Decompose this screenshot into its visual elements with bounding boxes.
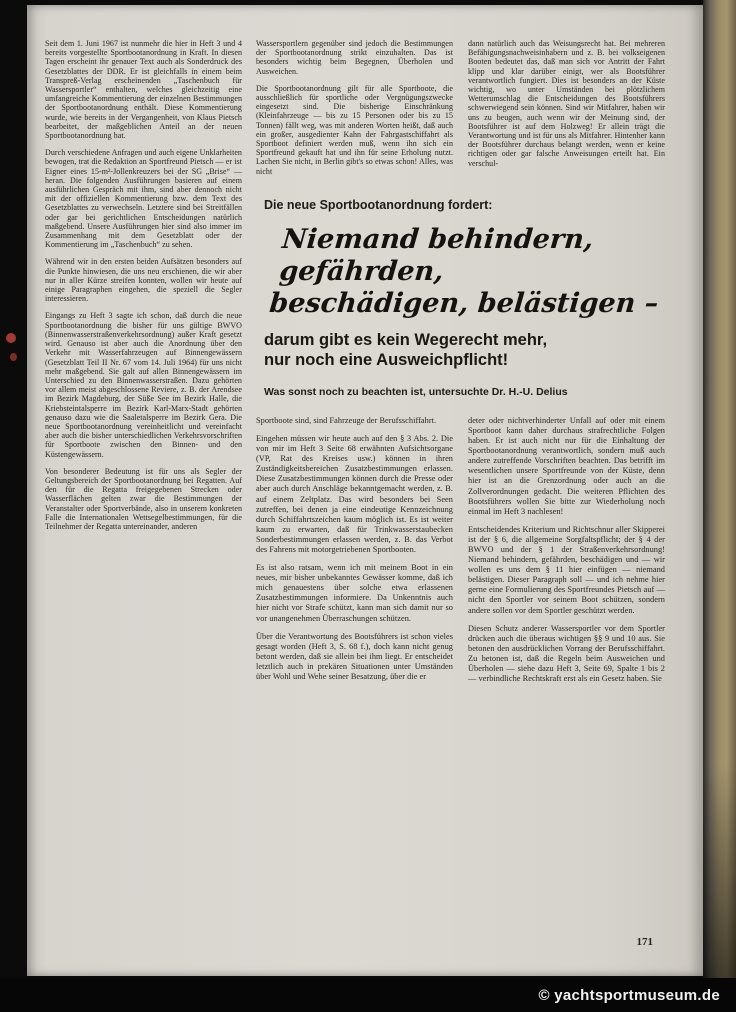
byline: Was sonst noch zu beachten ist, untersuchte Dr. H.-U. Delius [264, 385, 568, 398]
paragraph: dann natürlich auch das Weisungsrecht hat. Bei mehreren Befähigungsnachweisinhabern und z. B. bei volkseigenen Booten bedeutet das, daß man sich vor Antritt der Fahrt klipp und klar darüber einigt, wer als Bootsführer verantwortlich fungiert. Dies ist besonders an der Küste wichtig, wo unter Umständen bei plötzlichem Wetterumschlag die Entscheidungen des Bootsführers schwerwiegend sein können. Sind wir Mitfahrer, haben wir uns zu beugen, auch wenn wir der Meinung sind, der Bootsführer ist auf dem Holzweg! Er allein trägt die Verantwortung und ist für uns als Mitfahrer. Hintenher kann der Bootsführer durchaus belangt werden, wenn er keine richtigen oder gar falsche Anweisungen erteilt hat. Ein verschul- [468, 39, 665, 168]
book-page-edge [703, 0, 736, 978]
paragraph: Wassersportlern gegenüber sind jedoch die Bestimmungen der Sportbootanordnung strikt einzuhalten. Das ist besonders wichtig beim Begegnen, Überholen und Ausweichen. [256, 39, 453, 76]
paragraph: Seit dem 1. Juni 1967 ist nunmehr die hier in Heft 3 und 4 bereits vorgestellte Sportbootanordnung in Kraft. In diesen Tagen erscheint ihr genauer Text auch als Sonderdruck des Gesetzblattes der DDR. Er ist gleichfalls in einem beim Transpreß-Verlag erscheinenden „Taschenbuch für Wassersportler“ enthalten, welches gleichzeitig eine umfangreiche Kommentierung der einzelnen Bestimmungen der Sportbootanordnung enthält. Diese Kommentierung wurde, wie bereits in der Vergangenheit, von Klaus Pietsch bearbeitet, der maßgeblichen Anteil an der neuen Sportbootanordnung hat. [45, 39, 242, 141]
paper-sheet [27, 5, 703, 976]
headline-statement [264, 330, 665, 370]
middle-column-bottom [256, 416, 453, 692]
watermark-text: © yachtsportmuseum.de [538, 986, 720, 1004]
paragraph: Entscheidendes Kriterium und Richtschnur aller Skipperei ist der § 6, die allgemeine Sorgfaltspflicht; der § 4 der BWVO und der § 1 der Straßenverkehrsordnung! Niemand behindern, gefährden, beschädigen und — wir wollen es uns dem § 11 hier einfügen — niemand belästigen. Dieser Paragraph soll — und ich nehme hier gerne eine Formulierung des Sportfreundes Pietsch auf — nicht den Sportler vor seinem Boot schützen, sondern andere sollen vor dem Sportler geschützt werden. [468, 524, 665, 615]
paragraph: Eingangs zu Heft 3 sagte ich schon, daß durch die neue Sportbootanordnung die bisher für uns gültige BWVO (Binnenwasserstraßenverkehrsordnung) außer Kraft gesetzt wird. Genauso ist aber auch die Anordnung über den Verkehr mit Wasserfahrzeugen auf Binnengewässern (Gesetzblatt Teil II Nr. 67 vom 14. Juli 1964) für uns nicht mehr maßgebend. Sie galt auf allen Binnengewässern im Unterschied zu den Binnenwasserstraßen. Dazu gehörten vor allem meist abgeschlossene Reviere, z. B. der Arendsee im Bezirk Magdeburg, der Süße See im Bezirk Halle, die Kriebsteintalsperre im Bezirk Karl-Marx-Stadt gehörten genauso dazu wie die Saaletalsperre im Bezirk Gera. Die neue Sportbootanordnung vereinheitlicht und vereinfacht aber auch die bisher unterschiedlichen Verkehrsvorschriften für Sportboote zwischen den Binnen- und den Küstengewässern. [45, 311, 242, 459]
right-area [256, 39, 665, 692]
lower-two-columns [256, 416, 665, 692]
feature-headline-block [256, 198, 665, 398]
scan-artifact [10, 353, 17, 361]
right-column-top [468, 39, 665, 184]
footer-bar [0, 978, 736, 1012]
paragraph: Diesen Schutz anderer Wassersportler vor dem Sportler drücken auch die überaus wichtigen §§ 9 und 10 aus. Sie betonen den ausdrücklichen Vorrang der Berufsschiffahrt. Zu betonen ist, daß die Regeln beim Ausweichen und Überholen — siehe dazu Heft 3, Seite 69, Spalte 1 bis 2 — verbindliche Rechtskraft erst als ein Gesetz haben. Sie [468, 623, 665, 684]
paragraph: Während wir in den ersten beiden Aufsätzen besonders auf die Punkte hinwiesen, die uns neu erschienen, die wir aber nur in aller Kürze streifen konnten, wollen wir heute auf einige Paragraphen eingehen, die speziell die Segler interessieren. [45, 257, 242, 304]
lead-spaced-line: Sportboote sind, sind Fahrzeuge der Berufsschiffahrt. [256, 415, 437, 425]
paragraph: Die Sportbootanordnung gilt für alle Sportboote, die ausschließlich für sportliche oder Vergnügungszwecke eingesetzt sind. Die bisherige Einschränkung (Kleinfahrzeuge — bis zu 15 Personen oder bis zu 15 Tonnen) fällt weg, was mit anderen Worten heißt, daß auch ein großer, ausgedienter Kahn der Fahrgastschiffahrt als Sportboot definiert werden muß, wenn ihn sich ein Sportfreund gekauft hat und ihn für seine Erholung nutzt. Lachen Sie nicht, in Berlin gibt's so etwas schon! Alles, was nicht [256, 83, 453, 176]
scan-artifact [6, 333, 16, 343]
paragraph: deter oder nichtverhinderter Unfall auf oder mit einem Sportboot kann daher durchaus strafrechtliche Folgen haben. Er ist auch nicht nur für die Einhaltung der Sportbootanordnung verantwortlich, sondern muß auch andere zutreffende Vorschriften beachten. Das betrifft im wesentlichen unsere Sportfreunde von der Küste, denn hier ist an die Grenzordnung oder auch an die Zollverordnungen gedacht. Die weiteren Pflichten des Bootsführers wollen Sie bitte zur Wiederholung noch einmal im Heft 3 nachlesen! [468, 415, 665, 516]
paragraph: Eingehen müssen wir heute auch auf den § 3 Abs. 2. Die von mir im Heft 3 Seite 68 erwähnten Aufsichtsorgane (VP, Rat des Kreises usw.) können in ihren Zuständigkeitsbereichen Zusatzbestimmungen erlassen. Diese Zusatzbestimmungen können durch die Presse oder aber auch durch Anschläge bekanntgemacht werden, z. B. auf einem Zeltplatz. Das wird besonders bei Seen zutreffen, bei denen ja eine eindeutige Kennzeichnung durch Schiffahrtszeichen kaum möglich ist. Es ist weiter kaum zu erwarten, daß für Trinkwasserstaubecken Sonderbestimmungen erlassen werden, z. B. das Verbot des Fahrens mit motorgetriebenen Sportbooten. [256, 433, 453, 554]
upper-two-columns [256, 39, 665, 184]
left-column [45, 39, 242, 692]
statement-line-1: darum gibt es kein Wegerecht mehr, [264, 330, 548, 349]
kicker-line: Die neue Sportbootanordnung fordert: [264, 197, 493, 212]
paragraph: Von besonderer Bedeutung ist für uns als Segler der Geltungsbereich der Sportbootanordnung bei Regatten. Auf den für die Regatta freigegebenen Strecken oder Wasserflächen gelten zwar die Bestimmungen der Veranstalter oder Sportverbände, also in unserem konkreten Falle die Internationalen Wettsegelbestimmungen, für die Teilnehmer der Regatta untereinander, anderen [45, 466, 242, 531]
paragraph: Über die Verantwortung des Bootsführers ist schon vieles gesagt worden (Heft 3, S. 68 f.), doch kann nicht genug betont werden, daß sie allein bei ihm liegt. Er entscheidet letztlich auch in prekären Situationen unter Umständen über Wohl und Wehe seiner Besatzung, über die er [256, 631, 453, 681]
headline-script-line-1: Niemand behindern, gefährden, [278, 223, 595, 287]
article-body [45, 39, 665, 692]
paragraph: Es ist also ratsam, wenn ich mit meinem Boot in ein neues, mir bisher unbekanntes Gewässer komme, daß ich mich genauestens über solche etwa erlassenen Zusatzbestimmungen informiere. Da Unkenntnis auch hier nicht vor Strafe schützt, kann man sich damit nur so vor unangenehmen Überraschungen schützen. [256, 563, 453, 623]
headline-script-line-2: beschädigen, belästigen – [268, 287, 660, 319]
page-number: 171 [636, 936, 653, 948]
right-column-bottom [468, 416, 665, 692]
middle-column-top [256, 39, 453, 184]
statement-line-2: nur noch eine Ausweichpflicht! [264, 350, 509, 369]
paragraph: Durch verschiedene Anfragen und auch eigene Unklarheiten bewogen, trat die Redaktion an Sportfreund Pietsch — er ist Eigner eines 15-m²-Jollenkreuzers bei der SG „Brise“ — heran. Die folgenden Ausführungen basieren auf einem ausführlichen Gespräch mit ihm, sind aber dennoch nicht mit der offiziellen Kommentierung bzw. dem Text des Gesetzblattes zu verwechseln. Letztere sind bei Streitfällen oder gar bei gerichtlichen Entscheidungen natürlich maßgebend. Unsere Ausführungen hier sind also immer im Zusammenhang mit dem Gesetzblatt oder der Kommentierung im „Taschenbuch“ zu sehen. [45, 148, 242, 250]
